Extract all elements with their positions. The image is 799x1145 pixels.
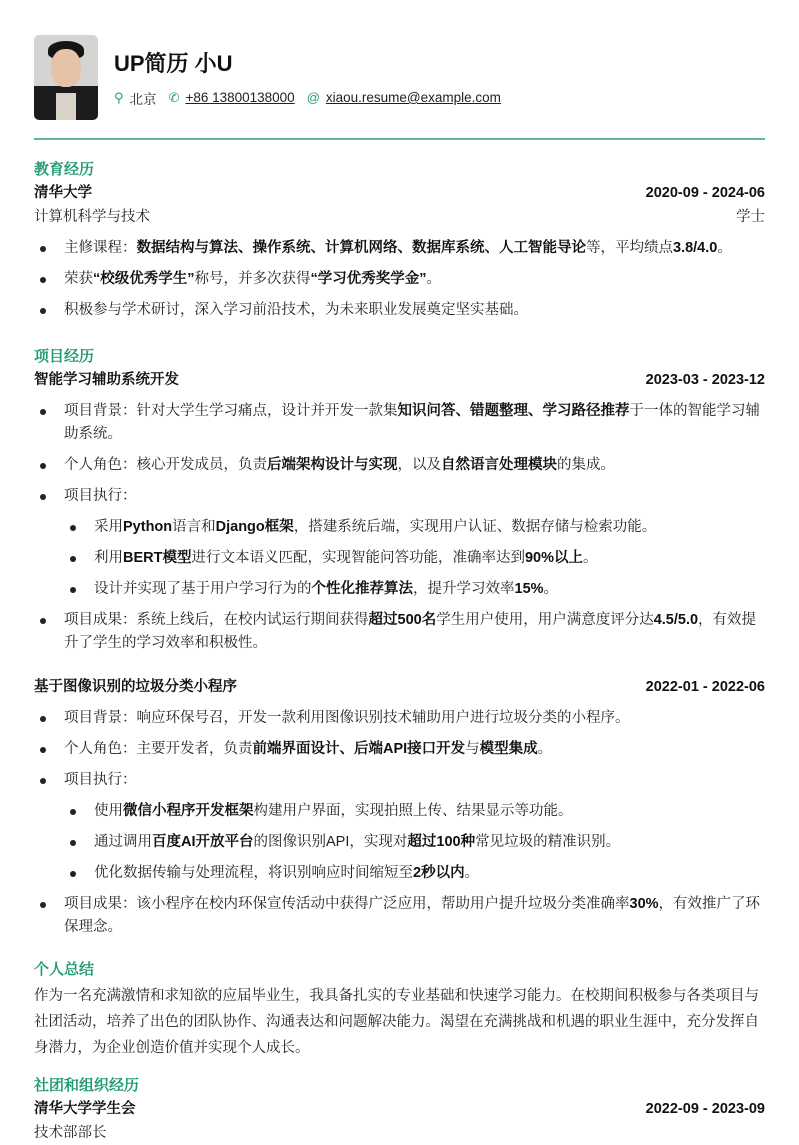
text-segment: 项目成果：系统上线后，在校内试运行期间获得 bbox=[64, 612, 369, 628]
text-segment: 荣获 bbox=[64, 271, 93, 287]
text-segment: 项目背景：响应环保号召，开发一款利用图像识别技术辅助用户进行垃圾分类的小程序。 bbox=[64, 710, 630, 726]
project-date: 2022-01 - 2022-06 bbox=[645, 679, 765, 695]
text-segment: 。 bbox=[537, 741, 553, 757]
sub-bullet bbox=[64, 578, 765, 601]
project-list bbox=[34, 368, 765, 939]
sub-bullet bbox=[64, 831, 765, 854]
text-segment: ，以及 bbox=[397, 457, 441, 473]
bold-text: 百度AI开放平台 bbox=[152, 834, 254, 850]
text-segment: 常见垃圾的精准识别。 bbox=[475, 834, 621, 850]
sub-bullet bbox=[64, 547, 765, 570]
text-segment: ，有效提升了学生的学习效率和积极性。 bbox=[64, 612, 757, 651]
location: 北京 bbox=[129, 91, 157, 107]
text-segment: 通过调用 bbox=[94, 834, 152, 850]
text-segment: ，提升学习效率 bbox=[413, 581, 515, 597]
bold-text: 数据结构与算法、操作系统、计算机网络、数据库系统、人工智能导论 bbox=[136, 240, 586, 256]
project-item bbox=[34, 368, 765, 655]
phone-icon: ✆ bbox=[168, 89, 180, 105]
section-title-clubs: 社团和组织经历 bbox=[34, 1077, 140, 1094]
text-segment: 构建用户界面，实现拍照上传、结果显示等功能。 bbox=[253, 803, 573, 819]
project-date: 2023-03 - 2023-12 bbox=[645, 372, 765, 388]
at-icon: @ bbox=[306, 90, 320, 105]
text-segment: 利用 bbox=[94, 550, 123, 566]
candidate-name: UP简历 小U bbox=[114, 50, 233, 76]
project-bullet bbox=[34, 738, 765, 761]
text-segment: 项目执行： bbox=[64, 488, 137, 504]
bold-text: 知识问答、错题整理、学习路径推荐 bbox=[397, 403, 630, 419]
bold-text: 前端界面设计、后端API接口开发 bbox=[252, 741, 466, 757]
project-bullet bbox=[34, 769, 765, 885]
project-bullet bbox=[34, 400, 765, 446]
contact-info bbox=[114, 88, 501, 108]
bold-text: 4.5/5.0 bbox=[653, 612, 699, 628]
text-segment: 。 bbox=[464, 865, 480, 881]
education-bullet bbox=[34, 237, 765, 260]
bold-text: 模型集成 bbox=[479, 741, 538, 757]
text-segment: 主修课程： bbox=[64, 240, 137, 256]
project-bullet bbox=[34, 454, 765, 477]
education-bullets bbox=[34, 237, 765, 322]
text-segment: 。 bbox=[717, 240, 732, 256]
bold-text: 微信小程序开发框架 bbox=[123, 803, 254, 819]
bold-text: Django框架 bbox=[215, 519, 294, 535]
section-title-education: 教育经历 bbox=[34, 161, 95, 178]
project-bullet bbox=[34, 893, 765, 939]
text-segment: 设计并实现了基于用户学习行为的 bbox=[94, 581, 312, 597]
bold-text: 自然语言处理模块 bbox=[441, 457, 557, 473]
sub-bullet bbox=[64, 800, 765, 823]
project-bullet bbox=[34, 707, 765, 730]
text-segment: 等，平均绩点 bbox=[586, 240, 673, 256]
bold-text: 15% bbox=[514, 581, 544, 597]
bold-text: 30% bbox=[629, 896, 659, 912]
sub-bullets bbox=[64, 800, 765, 885]
project-item bbox=[34, 675, 765, 939]
school-name: 清华大学 bbox=[34, 185, 92, 201]
text-segment: 项目执行： bbox=[64, 772, 137, 788]
bold-text: 后端架构设计与实现 bbox=[267, 457, 398, 473]
project-name: 基于图像识别的垃圾分类小程序 bbox=[34, 679, 237, 695]
text-segment: 。 bbox=[543, 581, 559, 597]
header-divider bbox=[34, 138, 765, 140]
bold-text: 90%以上 bbox=[524, 550, 584, 566]
text-segment: 的集成。 bbox=[557, 457, 615, 473]
text-segment: 称号，并多次获得 bbox=[194, 271, 311, 287]
sub-bullets bbox=[64, 516, 765, 601]
text-segment: 积极参与学术研讨，深入学习前沿技术，为未来职业发展奠定坚实基础。 bbox=[64, 302, 528, 318]
project-bullets bbox=[34, 707, 765, 939]
club-org: 清华大学学生会 bbox=[34, 1101, 136, 1117]
text-segment: 与 bbox=[465, 741, 480, 757]
section-title-projects: 项目经历 bbox=[34, 348, 95, 365]
text-segment: 采用 bbox=[94, 519, 123, 535]
bold-text: “学习优秀奖学金” bbox=[310, 271, 427, 287]
club-role: 技术部部长 bbox=[34, 1125, 107, 1141]
text-segment: 。 bbox=[583, 550, 598, 566]
section-title-summary: 个人总结 bbox=[34, 961, 95, 978]
summary-text: 作为一名充满激情和求知欲的应届毕业生，我具备扎实的专业基础和快速学习能力。在校期间积极参与各类项目与社团活动，培养了出色的团队协作、沟通表达和问题解决能力。渴望在充满挑战和机遇的职业生涯中，充分发挥自身潜力，为企业创造价值并实现个人成长。 bbox=[34, 988, 759, 1056]
bold-text: 个性化推荐算法 bbox=[311, 581, 413, 597]
profile-photo bbox=[34, 35, 98, 120]
text-segment: 的图像识别API，实现对 bbox=[253, 834, 408, 850]
text-segment: 学生用户使用，用户满意度评分达 bbox=[436, 612, 654, 628]
text-segment: 语言和 bbox=[172, 519, 216, 535]
email-link[interactable]: xiaou.resume@example.com bbox=[325, 90, 501, 105]
education-bullet bbox=[34, 299, 765, 322]
education-bullet bbox=[34, 268, 765, 291]
resume-header bbox=[34, 34, 765, 120]
project-name: 智能学习辅助系统开发 bbox=[34, 372, 179, 388]
project-bullets bbox=[34, 400, 765, 655]
education-date: 2020-09 - 2024-06 bbox=[645, 185, 765, 201]
bold-text: 超过500名 bbox=[368, 612, 437, 628]
text-segment: 于一体的智能学习辅助系统。 bbox=[64, 403, 760, 442]
club-date: 2022-09 - 2023-09 bbox=[645, 1101, 765, 1117]
bold-text: Python bbox=[123, 519, 173, 535]
text-segment: 。 bbox=[426, 271, 441, 287]
degree: 学士 bbox=[736, 209, 765, 225]
text-segment: 项目背景：针对大学生学习痛点，设计并开发一款集 bbox=[64, 403, 398, 419]
text-segment: ，搭建系统后端，实现用户认证、数据存储与检索功能。 bbox=[293, 519, 657, 535]
bold-text: “校级优秀学生” bbox=[93, 271, 195, 287]
text-segment: 项目成果：该小程序在校内环保宣传活动中获得广泛应用，帮助用户提升垃圾分类准确率 bbox=[64, 896, 630, 912]
text-segment: 使用 bbox=[94, 803, 123, 819]
text-segment: 优化数据传输与处理流程，将识别响应时间缩短至 bbox=[94, 865, 413, 881]
text-segment: ，有效推广了环保理念。 bbox=[64, 896, 761, 935]
project-bullet bbox=[34, 485, 765, 601]
phone-link[interactable]: +86 13800138000 bbox=[185, 90, 295, 105]
sub-bullet bbox=[64, 516, 765, 539]
location-pin-icon: ⚲ bbox=[114, 89, 124, 105]
bold-text: 超过100种 bbox=[407, 834, 476, 850]
text-segment: 个人角色：主要开发者，负责 bbox=[64, 741, 253, 757]
text-segment: 进行文本语义匹配，实现智能问答功能，准确率达到 bbox=[191, 550, 525, 566]
major: 计算机科学与技术 bbox=[34, 209, 150, 225]
resume-page bbox=[34, 34, 765, 1145]
sub-bullet bbox=[64, 862, 765, 885]
project-bullet bbox=[34, 609, 765, 655]
bold-text: BERT模型 bbox=[123, 550, 192, 566]
bold-text: 3.8/4.0 bbox=[673, 240, 718, 256]
bold-text: 2秒以内 bbox=[413, 865, 465, 881]
text-segment: 个人角色：核心开发成员，负责 bbox=[64, 457, 267, 473]
